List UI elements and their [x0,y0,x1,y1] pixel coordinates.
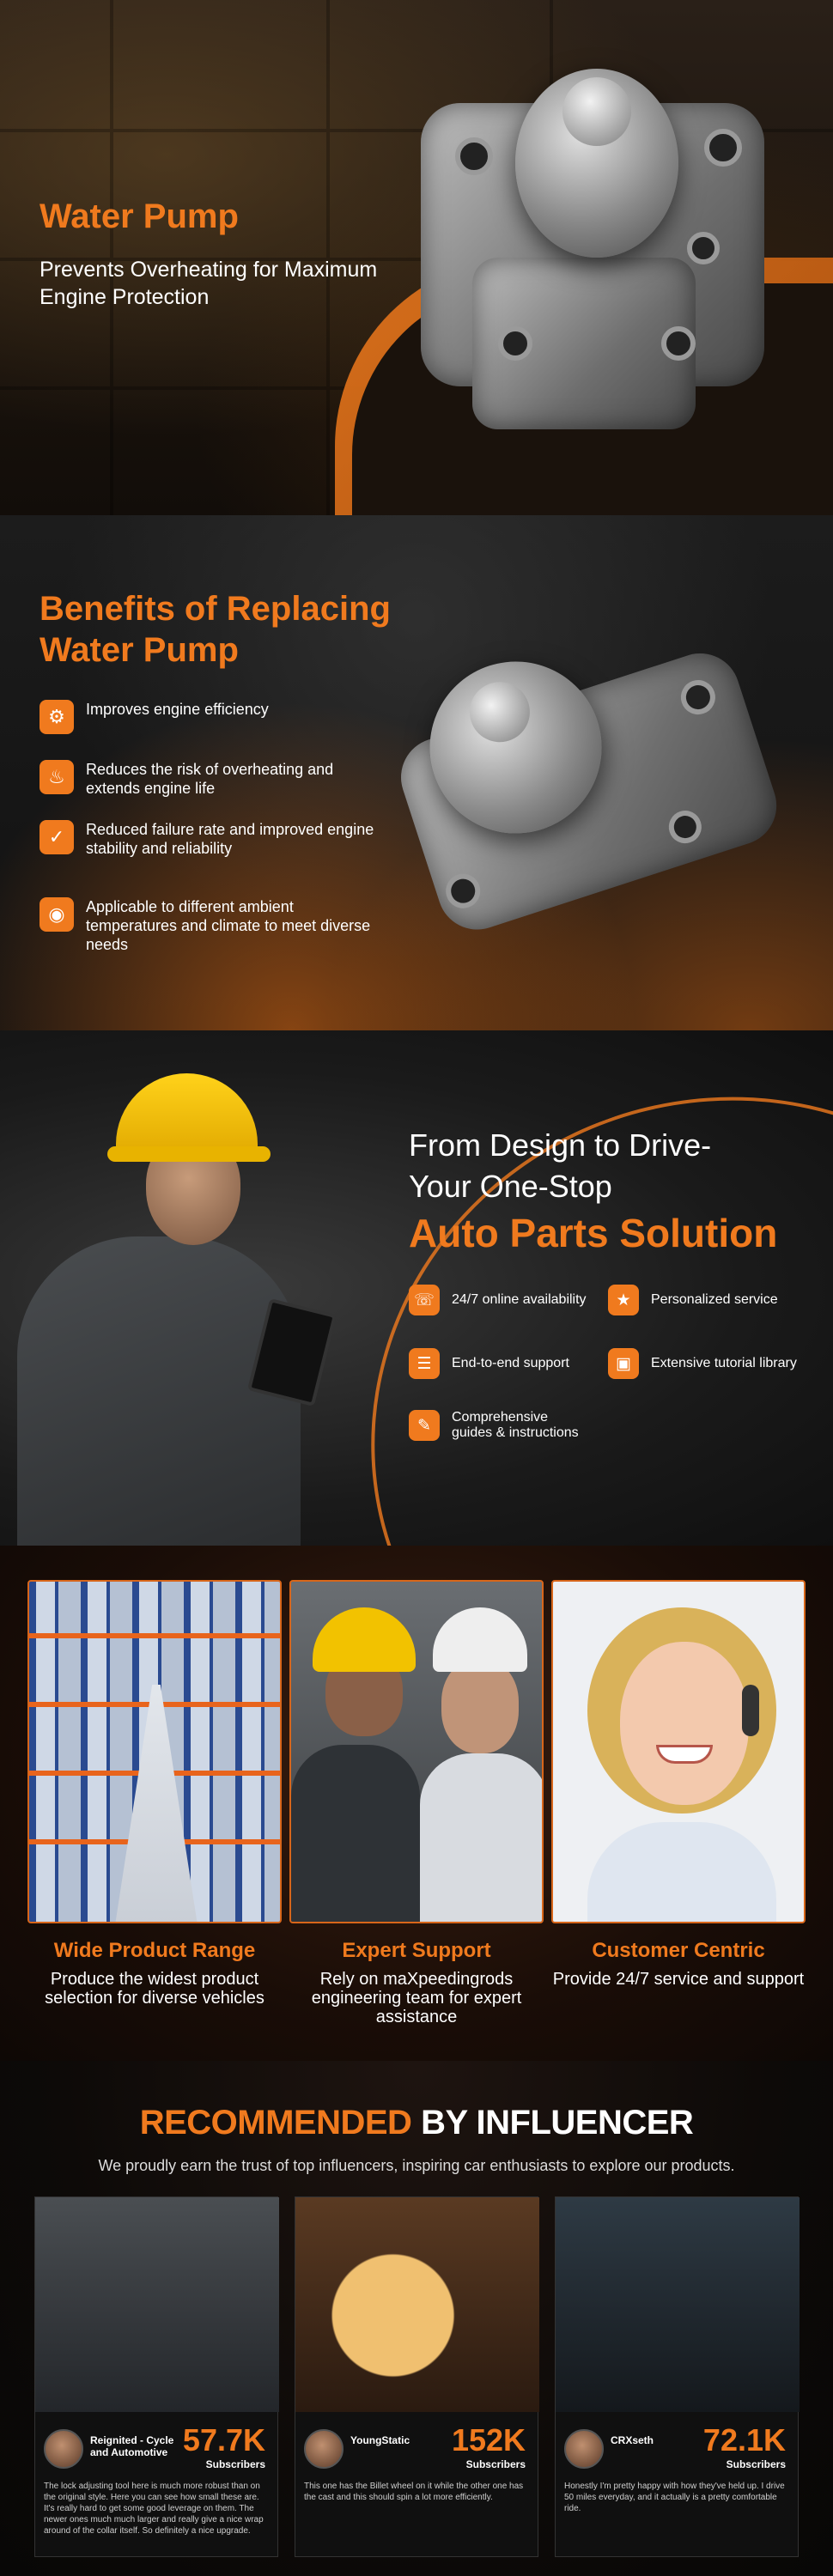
solution-section [0,1030,833,1546]
benefit-text: Reduced failure rate and improved engine stability and reliability [86,821,374,857]
service-label: End-to-end support [452,1356,569,1370]
subscriber-count: 72.1K [702,2422,786,2458]
feature-desc: Rely on maXpeedingrods engineering team for expert assistance [311,1970,522,2026]
influencer-video-thumbnail[interactable] [295,2197,539,2412]
feature-desc: Produce the widest product selection for diverse vehicles [45,1970,264,2008]
tutorial-icon: ▣ [608,1348,639,1379]
thermometer-icon: ◉ [40,897,74,932]
influencer-review: The lock adjusting tool here is much more robust than on the original style. Here you can see how small these are. It's really hard to get some good leverage on them. The newer ones much much larger and really give a nice wrap around of the collar itself. So definitely a nice upgrade. [44,2482,264,2536]
influencers-section [0,2061,833,2576]
service-label: 24/7 online availability [452,1292,587,1307]
influencers-title [0,2104,833,2142]
influencer-name: YoungStatic [350,2434,410,2446]
influencer-review: Honestly I'm pretty happy with how they've held up. I drive 50 miles everyday, and it actually is a pretty comfortable ride. [564,2482,785,2513]
service-label: Personalized service [651,1292,778,1307]
hero-subtitle: Prevents Overheating for Maximum Engine Protection [40,258,378,309]
service-item [409,1410,581,1441]
subscriber-label: Subscribers [465,2458,526,2470]
star-icon: ★ [608,1285,639,1315]
influencer-name: Reignited - Cycle and Automotive [90,2434,174,2458]
title-rest: BY INFLUENCER [421,2104,694,2142]
feature-title: Expert Support [342,1939,491,1962]
benefits-title: Benefits of Replacing Water Pump [40,590,391,669]
engineers-image [289,1580,544,1923]
engine-icon: ♨ [40,760,74,794]
feature-title: Wide Product Range [53,1939,256,1962]
influencer-card[interactable] [555,2196,799,2557]
subscriber-label: Subscribers [726,2458,786,2470]
benefit-item [40,897,383,954]
support-agent-image [551,1580,806,1923]
service-label: Comprehensive guides & instructions [452,1410,579,1440]
influencer-video-thumbnail[interactable] [556,2197,800,2412]
subscriber-count: 57.7K [182,2422,265,2458]
solution-line-1: From Design to Drive- [409,1127,712,1163]
shield-check-icon: ✓ [40,820,74,854]
influencer-card[interactable] [295,2196,538,2557]
influencer-video-thumbnail[interactable] [35,2197,279,2412]
solution-line-3: Auto Parts Solution [409,1211,778,1255]
hero-title: Water Pump [40,197,239,235]
benefit-item [40,760,383,798]
feature-title: Customer Centric [592,1939,765,1962]
avatar [44,2429,83,2469]
engine-gauge-icon: ⚙ [40,700,74,734]
guide-icon: ✎ [409,1410,440,1441]
headset-icon: ☏ [409,1285,440,1315]
benefit-text: Improves engine efficiency [86,701,269,718]
feature-desc: Provide 24/7 service and support [552,1970,805,1989]
service-item [409,1285,587,1315]
hero-section [0,0,833,515]
benefit-item [40,700,383,734]
solution-line-2: Your One-Stop [409,1169,612,1204]
avatar [564,2429,604,2469]
influencer-review: This one has the Billet wheel on it while the other one has the cast and this should spin a lot more efficiently. [304,2482,524,2502]
benefit-text: Reduces the risk of overheating and extends engine life [86,761,334,797]
benefit-text: Applicable to different ambient temperatures and climate to meet diverse needs [86,898,371,953]
subscriber-label: Subscribers [205,2458,265,2470]
avatar [304,2429,344,2469]
worker-with-tablet-image [0,1048,326,1546]
solution-heading [409,1125,777,1259]
benefit-item [40,820,383,858]
warehouse-image [27,1580,282,1923]
service-label: Extensive tutorial library [651,1356,797,1370]
influencer-name: CRXseth [611,2434,654,2446]
service-item [608,1285,778,1315]
subscriber-count: 152K [451,2422,526,2458]
water-pump-image [404,43,781,438]
features-section [0,1546,833,2061]
service-item [608,1348,797,1379]
water-pump-side-image [343,543,808,986]
title-highlight: RECOMMENDED [139,2104,412,2142]
benefits-section [0,515,833,1030]
support-icon: ☰ [409,1348,440,1379]
influencer-card[interactable] [34,2196,278,2557]
service-item [409,1348,569,1379]
influencers-intro: We proudly earn the trust of top influencers, inspiring car enthusiasts to explore our products. [98,2157,735,2174]
